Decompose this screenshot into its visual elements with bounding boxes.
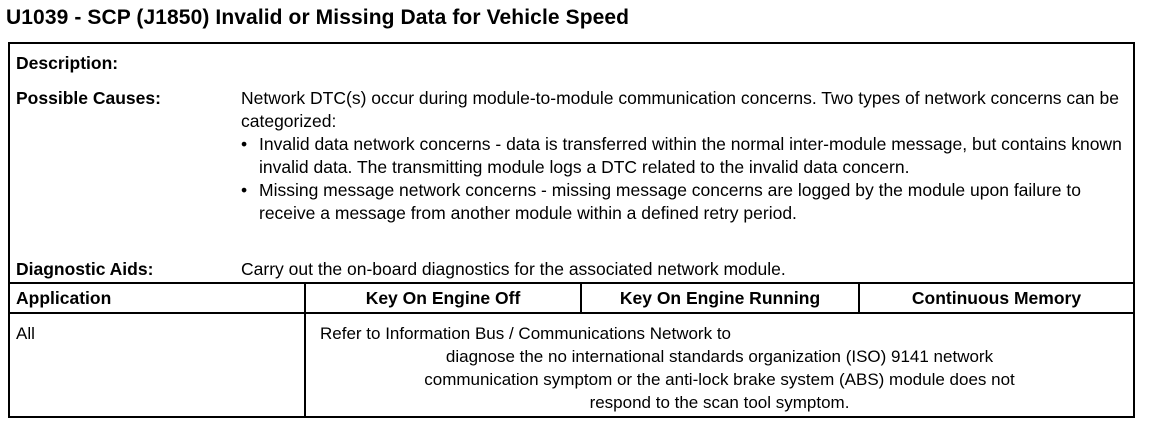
- column-header-application: Application: [16, 288, 112, 308]
- procedure-line: respond to the scan tool symptom.: [589, 393, 850, 412]
- procedure-line: Refer to Information Bus / Communications Network to: [320, 324, 731, 343]
- application-value: All: [16, 324, 35, 343]
- cause-bullet-text: Missing message network concerns - missing message concerns are logged by the module upon failure to receive a message from another module within a defined retry period.: [259, 180, 1081, 223]
- cause-bullet: [241, 179, 1126, 225]
- bullet-glyph: •: [241, 134, 248, 154]
- column-header-koeo: Key On Engine Off: [365, 288, 521, 308]
- procedure-line: diagnose the no international standards organization (ISO) 9141 network: [445, 347, 994, 366]
- possible-causes-label: Possible Causes:: [16, 88, 161, 108]
- possible-causes-text: [241, 87, 1126, 225]
- header-divider: [10, 312, 1133, 314]
- column-header-koer: Key On Engine Running: [619, 288, 821, 308]
- info-section: [10, 44, 1133, 282]
- description-label: Description:: [16, 53, 119, 73]
- application-table: [10, 282, 1133, 418]
- dtc-sheet: [8, 42, 1135, 418]
- page-title: U1039 - SCP (J1850) Invalid or Missing Data for Vehicle Speed: [6, 6, 630, 29]
- cause-bullet-text: Invalid data network concerns - data is transferred within the normal inter-module message, but contains known invalid data. The transmitting module logs a DTC related to the invalid data concern.: [259, 134, 1122, 177]
- cause-bullet: [241, 133, 1126, 179]
- column-divider: [858, 284, 860, 312]
- bullet-glyph: •: [241, 180, 248, 200]
- diagnostic-aids-label: Diagnostic Aids:: [16, 259, 154, 279]
- procedure-text: [306, 322, 1133, 414]
- column-divider: [580, 284, 582, 312]
- procedure-line: communication symptom or the anti-lock brake system (ABS) module does not: [424, 370, 1015, 389]
- possible-causes-intro: Network DTC(s) occur during module-to-module communication concerns. Two types of network concerns can be categorized:: [241, 88, 1119, 131]
- column-header-continuous-memory: Continuous Memory: [911, 288, 1082, 308]
- diagnostic-aids-text: Carry out the on-board diagnostics for the associated network module.: [241, 259, 786, 279]
